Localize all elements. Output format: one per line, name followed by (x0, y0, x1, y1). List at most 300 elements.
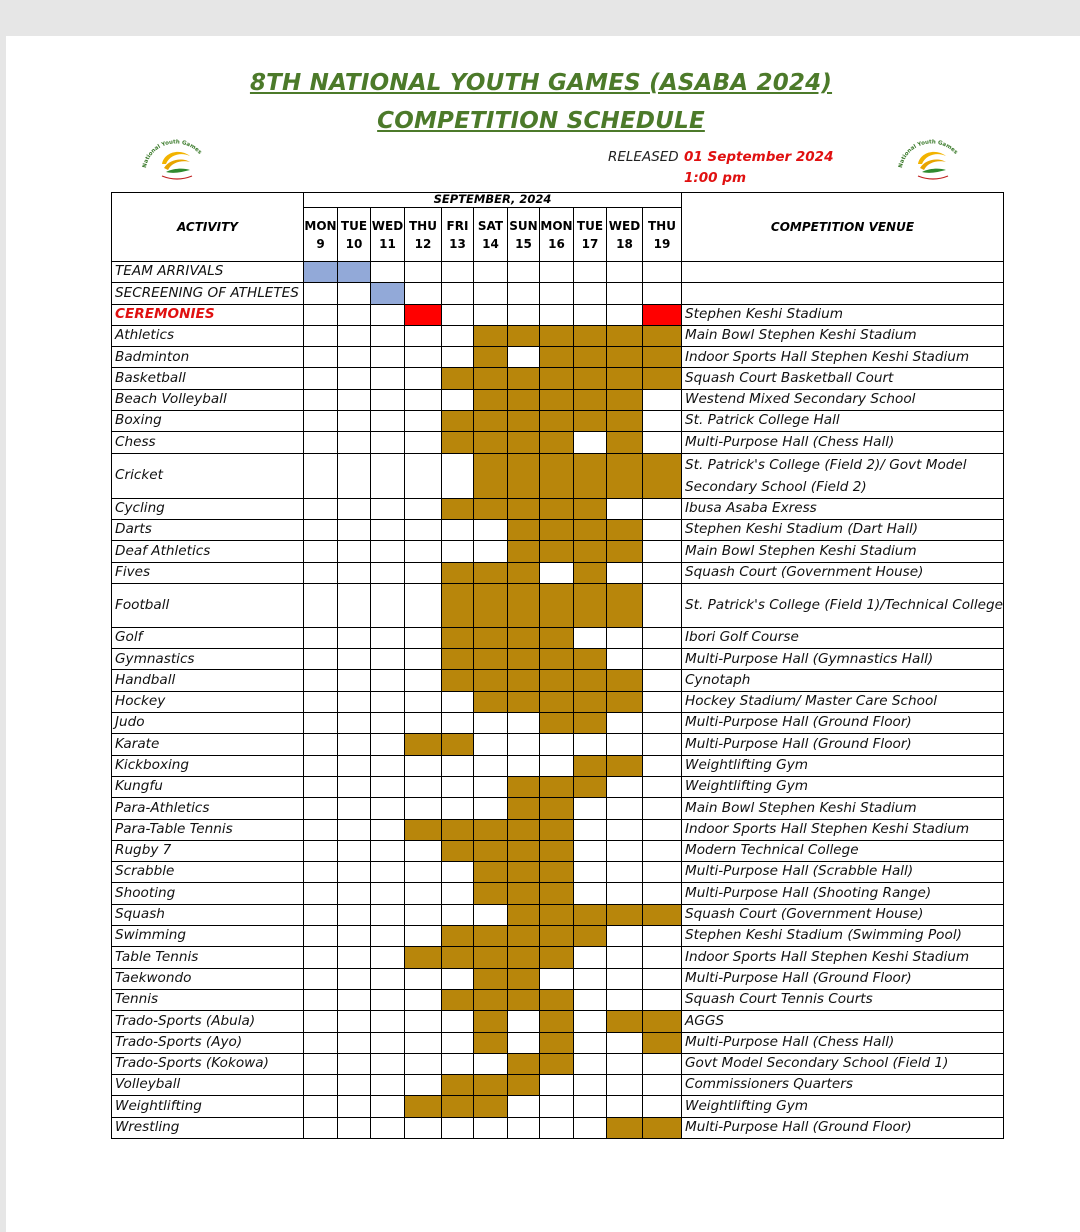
day-header (508, 208, 540, 262)
empty-day-cell (405, 389, 442, 410)
activity-name: Handball (112, 670, 304, 691)
empty-day-cell (338, 453, 371, 498)
empty-day-cell (371, 583, 405, 627)
empty-day-cell (474, 519, 508, 540)
venue-name: Stephen Keshi Stadium (682, 304, 1004, 325)
schedule-row (112, 691, 1004, 712)
empty-day-cell (338, 649, 371, 670)
day-of-week: MON (304, 218, 337, 233)
event-day-cell (442, 562, 474, 583)
venue-name: Squash Court (Government House) (682, 562, 1004, 583)
empty-day-cell (338, 755, 371, 776)
event-day-cell (540, 498, 574, 519)
day-date: 10 (345, 236, 363, 251)
activity-column-header: ACTIVITY (112, 193, 304, 262)
venue-name: Stephen Keshi Stadium (Dart Hall) (682, 519, 1004, 540)
empty-day-cell (474, 713, 508, 734)
empty-day-cell (405, 691, 442, 712)
empty-day-cell (338, 1096, 371, 1117)
activity-name: Wrestling (112, 1117, 304, 1138)
empty-day-cell (574, 1011, 607, 1032)
empty-day-cell (371, 368, 405, 389)
empty-day-cell (607, 283, 643, 304)
empty-day-cell (405, 411, 442, 432)
empty-day-cell (371, 389, 405, 410)
empty-day-cell (643, 819, 682, 840)
event-day-cell (607, 583, 643, 627)
empty-day-cell (607, 262, 643, 283)
empty-day-cell (304, 691, 338, 712)
day-date: 15 (515, 236, 532, 251)
activity-name: Badminton (112, 347, 304, 368)
empty-day-cell (474, 734, 508, 755)
empty-day-cell (405, 562, 442, 583)
event-day-cell (540, 840, 574, 861)
event-day-cell (474, 1096, 508, 1117)
empty-day-cell (304, 947, 338, 968)
empty-day-cell (540, 1075, 574, 1096)
activity-name: Karate (112, 734, 304, 755)
day-header (540, 208, 574, 262)
empty-day-cell (371, 968, 405, 989)
empty-day-cell (607, 562, 643, 583)
empty-day-cell (371, 411, 405, 432)
event-day-cell (474, 411, 508, 432)
empty-day-cell (643, 627, 682, 648)
empty-day-cell (643, 926, 682, 947)
schedule-row (112, 713, 1004, 734)
event-day-cell (508, 968, 540, 989)
empty-day-cell (540, 755, 574, 776)
activity-name: Football (112, 583, 304, 627)
event-day-cell (508, 325, 540, 346)
empty-day-cell (371, 1117, 405, 1138)
empty-day-cell (540, 1117, 574, 1138)
day-date: 11 (379, 236, 396, 251)
event-day-cell (474, 562, 508, 583)
schedule-row (112, 819, 1004, 840)
empty-day-cell (371, 432, 405, 453)
empty-day-cell (607, 1053, 643, 1074)
schedule-row (112, 389, 1004, 410)
day-header (643, 208, 682, 262)
empty-day-cell (643, 968, 682, 989)
document-title: 8TH NATIONAL YOUTH GAMES (ASABA 2024) (249, 70, 833, 96)
event-day-cell (574, 776, 607, 797)
venue-name: Multi-Purpose Hall (Shooting Range) (682, 883, 1004, 904)
event-day-cell (508, 583, 540, 627)
event-day-cell (508, 627, 540, 648)
activity-name: Judo (112, 713, 304, 734)
empty-day-cell (405, 627, 442, 648)
empty-day-cell (405, 1117, 442, 1138)
event-day-cell (540, 670, 574, 691)
empty-day-cell (304, 862, 338, 883)
venue-column-header: COMPETITION VENUE (682, 193, 1004, 262)
venue-name: Weightlifting Gym (682, 1096, 1004, 1117)
empty-day-cell (371, 498, 405, 519)
event-day-cell (607, 904, 643, 925)
empty-day-cell (304, 989, 338, 1010)
empty-day-cell (405, 968, 442, 989)
empty-day-cell (338, 562, 371, 583)
empty-day-cell (442, 519, 474, 540)
empty-day-cell (508, 283, 540, 304)
event-day-cell (540, 583, 574, 627)
empty-day-cell (338, 1011, 371, 1032)
event-day-cell (474, 968, 508, 989)
empty-day-cell (371, 947, 405, 968)
empty-day-cell (304, 304, 338, 325)
day-date: 13 (449, 236, 466, 251)
empty-day-cell (405, 713, 442, 734)
event-day-cell (607, 670, 643, 691)
event-day-cell (540, 713, 574, 734)
event-day-cell (643, 347, 682, 368)
schedule-row (112, 904, 1004, 925)
empty-day-cell (442, 904, 474, 925)
empty-day-cell (643, 432, 682, 453)
event-day-cell (508, 947, 540, 968)
event-day-cell (442, 989, 474, 1010)
empty-day-cell (371, 1075, 405, 1096)
empty-day-cell (405, 776, 442, 797)
activity-name: Fives (112, 562, 304, 583)
empty-day-cell (371, 840, 405, 861)
activity-name: Kickboxing (112, 755, 304, 776)
empty-day-cell (338, 1075, 371, 1096)
schedule-row (112, 989, 1004, 1010)
empty-day-cell (405, 368, 442, 389)
venue-name: Main Bowl Stephen Keshi Stadium (682, 541, 1004, 562)
activity-name: Boxing (112, 411, 304, 432)
empty-day-cell (607, 498, 643, 519)
empty-day-cell (371, 325, 405, 346)
empty-day-cell (304, 627, 338, 648)
schedule-row (112, 583, 1004, 627)
event-day-cell (607, 411, 643, 432)
empty-day-cell (405, 347, 442, 368)
empty-day-cell (574, 1032, 607, 1053)
event-day-cell (574, 649, 607, 670)
empty-day-cell (607, 968, 643, 989)
empty-day-cell (304, 368, 338, 389)
schedule-row (112, 368, 1004, 389)
event-day-cell (474, 347, 508, 368)
venue-name: Indoor Sports Hall Stephen Keshi Stadium (682, 819, 1004, 840)
empty-day-cell (607, 1075, 643, 1096)
empty-day-cell (442, 389, 474, 410)
event-day-cell (442, 926, 474, 947)
day-of-week: SUN (509, 218, 538, 233)
empty-day-cell (442, 325, 474, 346)
empty-day-cell (474, 283, 508, 304)
activity-name: Gymnastics (112, 649, 304, 670)
schedule-row (112, 1075, 1004, 1096)
empty-day-cell (371, 627, 405, 648)
event-day-cell (574, 541, 607, 562)
activity-name: Deaf Athletics (112, 541, 304, 562)
venue-name: Cynotaph (682, 670, 1004, 691)
empty-day-cell (643, 713, 682, 734)
empty-day-cell (304, 347, 338, 368)
venue-name: St. Patrick's College (Field 1)/Technical College (682, 583, 1004, 627)
activity-name: Shooting (112, 883, 304, 904)
day-date: 18 (616, 236, 633, 251)
event-day-cell (540, 819, 574, 840)
activity-name: Trado-Sports (Ayo) (112, 1032, 304, 1053)
empty-day-cell (338, 1032, 371, 1053)
schedule-row (112, 968, 1004, 989)
empty-day-cell (607, 304, 643, 325)
empty-day-cell (338, 670, 371, 691)
venue-name: Modern Technical College (682, 840, 1004, 861)
event-day-cell (574, 691, 607, 712)
event-day-cell (643, 1117, 682, 1138)
empty-day-cell (607, 1096, 643, 1117)
empty-day-cell (371, 713, 405, 734)
event-day-cell (442, 411, 474, 432)
event-day-cell (442, 840, 474, 861)
venue-name: Indoor Sports Hall Stephen Keshi Stadium (682, 947, 1004, 968)
empty-day-cell (371, 926, 405, 947)
empty-day-cell (643, 519, 682, 540)
empty-day-cell (338, 1053, 371, 1074)
event-day-cell (607, 1117, 643, 1138)
event-day-cell (442, 819, 474, 840)
schedule-row (112, 670, 1004, 691)
empty-day-cell (442, 713, 474, 734)
event-day-cell (442, 627, 474, 648)
empty-day-cell (371, 1032, 405, 1053)
empty-day-cell (338, 926, 371, 947)
activity-name: Para-Athletics (112, 798, 304, 819)
empty-day-cell (474, 304, 508, 325)
activity-name: Beach Volleyball (112, 389, 304, 410)
day-of-week: TUE (340, 218, 368, 233)
day-of-week: SAT (477, 218, 504, 233)
empty-day-cell (643, 670, 682, 691)
released-time: 1:00 pm (684, 170, 747, 186)
empty-day-cell (643, 840, 682, 861)
empty-day-cell (574, 840, 607, 861)
empty-day-cell (304, 755, 338, 776)
schedule-row (112, 734, 1004, 755)
empty-day-cell (643, 798, 682, 819)
empty-day-cell (304, 498, 338, 519)
empty-day-cell (442, 304, 474, 325)
event-day-cell (508, 840, 540, 861)
event-day-cell (442, 368, 474, 389)
event-day-cell (442, 670, 474, 691)
day-date: 14 (482, 236, 499, 251)
activity-name: Taekwondo (112, 968, 304, 989)
schedule-row (112, 627, 1004, 648)
empty-day-cell (607, 862, 643, 883)
venue-name: Multi-Purpose Hall (Ground Floor) (682, 968, 1004, 989)
empty-day-cell (338, 519, 371, 540)
empty-day-cell (643, 734, 682, 755)
event-day-cell (508, 819, 540, 840)
event-day-cell (508, 562, 540, 583)
empty-day-cell (304, 1075, 338, 1096)
event-day-cell (474, 862, 508, 883)
event-day-cell (540, 368, 574, 389)
empty-day-cell (508, 1032, 540, 1053)
empty-day-cell (574, 862, 607, 883)
event-day-cell (540, 1032, 574, 1053)
event-day-cell (405, 734, 442, 755)
empty-day-cell (304, 325, 338, 346)
event-day-cell (540, 1053, 574, 1074)
empty-day-cell (405, 989, 442, 1010)
empty-day-cell (474, 1053, 508, 1074)
event-day-cell (540, 541, 574, 562)
empty-day-cell (607, 989, 643, 1010)
event-day-cell (474, 389, 508, 410)
empty-day-cell (607, 1032, 643, 1053)
day-date: 16 (548, 236, 565, 251)
event-day-cell (540, 904, 574, 925)
day-of-week: THU (409, 218, 437, 233)
event-day-cell (574, 562, 607, 583)
empty-day-cell (442, 1053, 474, 1074)
event-day-cell (540, 1011, 574, 1032)
event-day-cell (574, 325, 607, 346)
day-of-week: FRI (446, 218, 469, 233)
empty-day-cell (304, 968, 338, 989)
event-day-cell (540, 453, 574, 498)
empty-day-cell (405, 325, 442, 346)
event-day-cell (508, 432, 540, 453)
empty-day-cell (304, 1032, 338, 1053)
empty-day-cell (371, 883, 405, 904)
event-day-cell (508, 670, 540, 691)
empty-day-cell (371, 670, 405, 691)
event-day-cell (574, 904, 607, 925)
event-day-cell (574, 347, 607, 368)
empty-day-cell (607, 713, 643, 734)
empty-day-cell (304, 562, 338, 583)
day-date: 19 (653, 236, 671, 251)
empty-day-cell (338, 283, 371, 304)
empty-day-cell (338, 968, 371, 989)
empty-day-cell (371, 755, 405, 776)
empty-day-cell (508, 262, 540, 283)
schedule-row (112, 947, 1004, 968)
empty-day-cell (304, 411, 338, 432)
venue-name: Squash Court Tennis Courts (682, 989, 1004, 1010)
event-day-cell (607, 1011, 643, 1032)
svg-text:National Youth Games: National Youth Games (141, 139, 203, 169)
activity-name: Swimming (112, 926, 304, 947)
venue-name: Multi-Purpose Hall (Gymnastics Hall) (682, 649, 1004, 670)
event-day-cell (607, 755, 643, 776)
event-day-cell (607, 368, 643, 389)
empty-day-cell (508, 347, 540, 368)
empty-day-cell (607, 883, 643, 904)
event-day-cell (474, 649, 508, 670)
event-day-cell (540, 411, 574, 432)
schedule-row (112, 432, 1004, 453)
day-of-week: TUE (576, 218, 604, 233)
empty-day-cell (371, 1053, 405, 1074)
empty-day-cell (442, 968, 474, 989)
empty-day-cell (371, 562, 405, 583)
empty-day-cell (304, 432, 338, 453)
event-day-cell (508, 368, 540, 389)
competition-schedule-table (111, 192, 1004, 1139)
empty-day-cell (474, 776, 508, 797)
venue-name: Multi-Purpose Hall (Ground Floor) (682, 713, 1004, 734)
activity-name: Trado-Sports (Kokowa) (112, 1053, 304, 1074)
schedule-row (112, 1053, 1004, 1074)
empty-day-cell (607, 776, 643, 797)
event-day-cell (643, 1032, 682, 1053)
event-day-cell (607, 541, 643, 562)
day-of-week: WED (608, 218, 641, 233)
schedule-row (112, 883, 1004, 904)
empty-day-cell (574, 1117, 607, 1138)
empty-day-cell (643, 755, 682, 776)
schedule-row (112, 926, 1004, 947)
schedule-row (112, 519, 1004, 540)
empty-day-cell (371, 776, 405, 797)
empty-day-cell (304, 453, 338, 498)
schedule-row (112, 453, 1004, 498)
venue-name (682, 283, 1004, 304)
empty-day-cell (371, 1096, 405, 1117)
event-day-cell (607, 453, 643, 498)
venue-name: Multi-Purpose Hall (Chess Hall) (682, 432, 1004, 453)
empty-day-cell (643, 411, 682, 432)
event-day-cell (442, 583, 474, 627)
venue-name: Westend Mixed Secondary School (682, 389, 1004, 410)
day-header (371, 208, 405, 262)
schedule-row (112, 1032, 1004, 1053)
empty-day-cell (304, 1011, 338, 1032)
event-day-cell (540, 926, 574, 947)
day-header (304, 208, 338, 262)
empty-day-cell (540, 968, 574, 989)
activity-name: Weightlifting (112, 1096, 304, 1117)
empty-day-cell (607, 649, 643, 670)
released-label: RELEASED (608, 149, 679, 165)
empty-day-cell (371, 819, 405, 840)
activity-name: TEAM ARRIVALS (112, 262, 304, 283)
activity-name: Hockey (112, 691, 304, 712)
empty-day-cell (304, 904, 338, 925)
empty-day-cell (405, 1075, 442, 1096)
empty-day-cell (474, 904, 508, 925)
ceremony-day-cell (405, 304, 442, 325)
empty-day-cell (442, 1117, 474, 1138)
empty-day-cell (643, 883, 682, 904)
event-day-cell (474, 691, 508, 712)
event-day-cell (442, 1096, 474, 1117)
empty-day-cell (508, 734, 540, 755)
event-day-cell (442, 734, 474, 755)
empty-day-cell (643, 562, 682, 583)
event-day-cell (540, 798, 574, 819)
event-day-cell (540, 432, 574, 453)
event-day-cell (607, 519, 643, 540)
empty-day-cell (338, 819, 371, 840)
activity-name: Trado-Sports (Abula) (112, 1011, 304, 1032)
empty-day-cell (442, 453, 474, 498)
empty-day-cell (304, 734, 338, 755)
activity-name: Squash (112, 904, 304, 925)
